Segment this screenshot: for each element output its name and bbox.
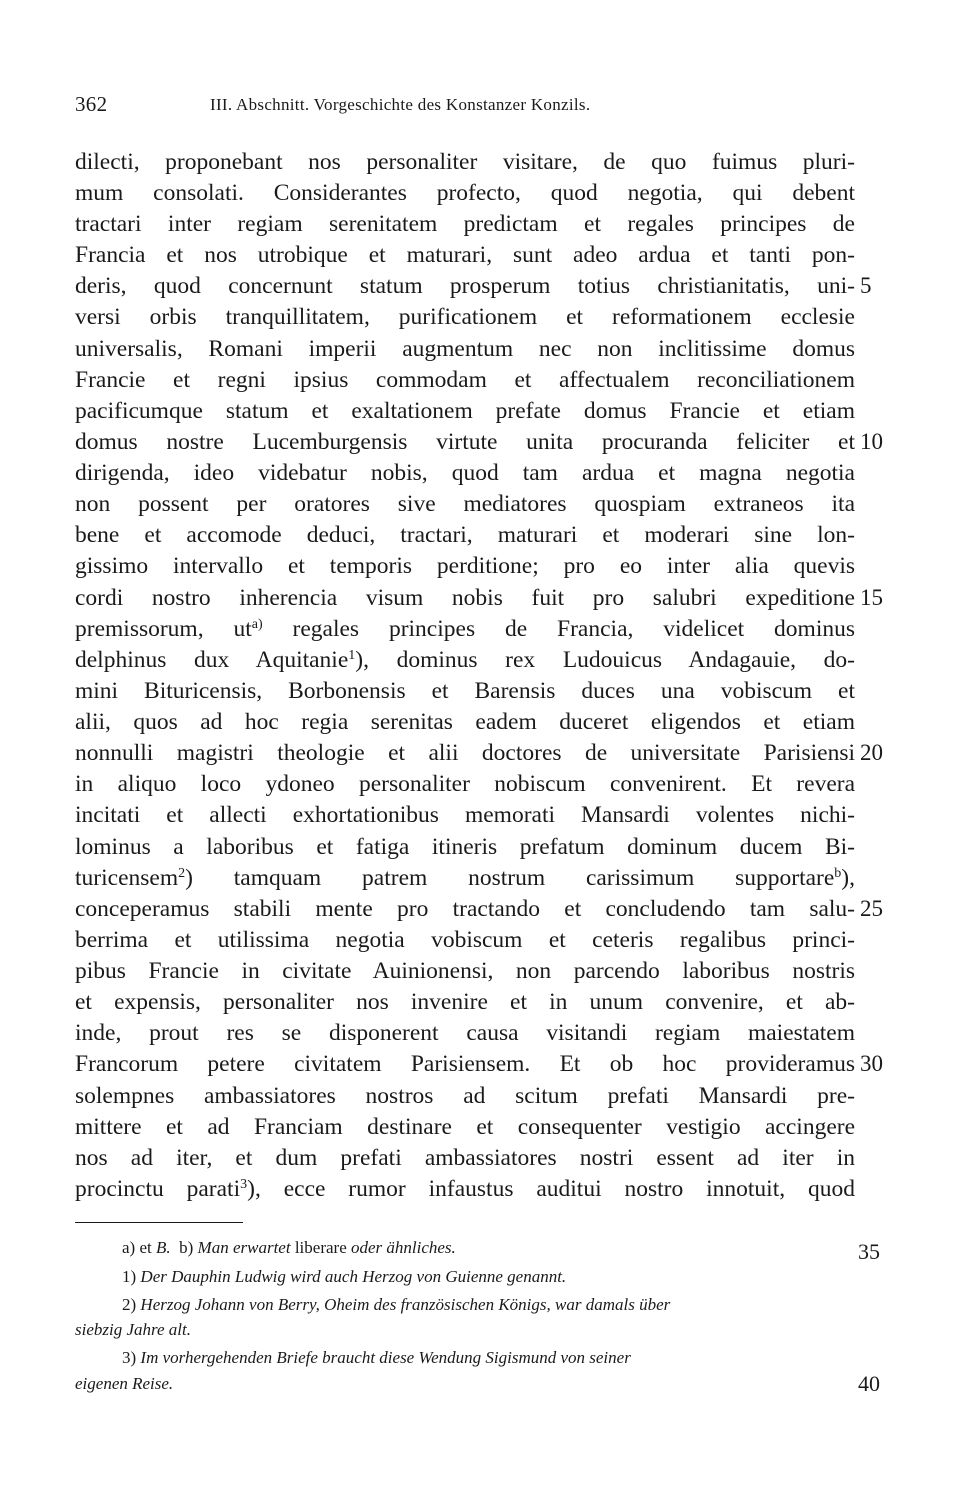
footnote-mark: 3 — [240, 1177, 248, 1192]
text-line: lominus a laboribus et fatiga itineris prefatum dominum ducem Bi- — [75, 834, 855, 860]
text-fragment: procinctu parati — [75, 1176, 241, 1202]
footnote-text: Herzog Johann von Berry, Oheim des französischen Königs, war damals über — [140, 1295, 671, 1314]
footnote-mark: 2 — [178, 866, 186, 881]
text-line: incitati et allecti exhortationibus memorati Mansardi volentes nichi- — [75, 802, 855, 828]
footnote-2 — [122, 1293, 670, 1317]
text-line: Francorum petere civitatem Parisiensem. Et ob hoc provideramus — [75, 1051, 855, 1077]
text-line: bene et accomode deduci, tractari, maturari et moderari sine lon- — [75, 522, 855, 548]
text-line: procinctu parati$^3$), ecce rumor infaustus auditui nostro innotuit, quod — [75, 1176, 855, 1202]
text-line: nos ad iter, et dum prefati ambassiatores nostri essent ad iter in — [75, 1145, 855, 1171]
text-fragment: turicensem — [75, 865, 179, 891]
variant-mark: a) — [251, 617, 263, 632]
text-line: versi orbis tranquillitatem, purificationem et reformationem ecclesie — [75, 304, 855, 330]
text-line: turicensem$^2$) tamquam patrem nostrum carissimum supportare$^b$), — [75, 865, 855, 891]
text-line — [75, 613, 855, 645]
variant-word: liberare — [294, 1238, 347, 1257]
line-number: 25 — [860, 896, 883, 921]
text-line: inde, prout res se disponerent causa visitandi regiam maiestatem — [75, 1020, 855, 1046]
running-title: III. Abschnitt. Vorgeschichte des Konstanzer Konzils. — [210, 95, 591, 114]
text-line: berrima et utilissima negotia vobiscum et ceteris regalibus princi- — [75, 927, 855, 953]
text-line: alii, quos ad hoc regia serenitas eadem duceret eligendos et etiam — [75, 709, 855, 735]
line-number: 20 — [860, 740, 883, 765]
variant-editorial: Man erwartet — [197, 1238, 291, 1257]
text-line: universalis, Romani imperii augmentum nec non inclitissime domus — [75, 336, 855, 362]
text-line: domus nostre Lucemburgensis virtute unita procuranda feliciter et — [75, 429, 855, 455]
variant-note-a: a) et — [122, 1238, 152, 1257]
text-line: dilecti, proponebant nos personaliter visitare, de quo fuimus pluri- — [75, 149, 855, 175]
footnote-mark: 2) — [122, 1295, 137, 1314]
text-line: deris, quod concernunt statum prosperum totius christianitatis, uni- — [75, 273, 855, 299]
text-fragment: , ecce rumor infaustus auditui nostro innotuit, quod — [254, 1176, 855, 1202]
text-line: pibus Francie in civitate Auinionensi, non parcendo laboribus nostris — [75, 958, 855, 984]
line-number: 15 — [860, 585, 883, 610]
line-number: 30 — [860, 1051, 883, 1076]
text-line: pacificumque statum et exaltationem prefate domus Francie et etiam — [75, 398, 855, 424]
text-line: mittere et ad Franciam destinare et consequenter vestigio accingere — [75, 1114, 855, 1140]
footnote-rule — [75, 1222, 243, 1223]
text-line: mini Bituricensis, Borbonensis et Barensis duces una vobiscum et — [75, 678, 855, 704]
text-fragment: delphinus dux Aquitanie — [75, 647, 349, 673]
variant-editorial: oder ähnliches. — [350, 1238, 456, 1257]
line-number: 10 — [860, 429, 883, 454]
text-line: delphinus dux Aquitanie$^1$), dominus rex Ludouicus Andagauie, do- — [75, 647, 855, 673]
page-number: 362 — [75, 92, 108, 116]
footnote-text: eigenen Reise. — [75, 1374, 174, 1393]
variant-source: B. — [155, 1238, 171, 1257]
line-number: 35 — [858, 1239, 880, 1264]
text-line: tractari inter regiam serenitatem predictam et regales principes de — [75, 211, 855, 237]
line-number: 40 — [858, 1371, 880, 1396]
footnote-3 — [122, 1346, 631, 1370]
footnote-mark: 1 — [348, 648, 356, 663]
footnote-mark: 1) — [122, 1267, 137, 1286]
text-line: cordi nostro inherencia visum nobis fuit pro salubri expeditione — [75, 585, 855, 611]
variant-mark: b — [834, 866, 842, 881]
footnote-3-cont — [75, 1372, 173, 1396]
line-number: 5 — [860, 273, 872, 298]
footnote-text: Der Dauphin Ludwig wird auch Herzog von Guienne genannt. — [140, 1267, 567, 1286]
footnote-text: Im vorhergehenden Briefe braucht diese Wendung Sigismund von seiner — [140, 1348, 631, 1367]
text-line: non possent per oratores sive mediatores quospiam extraneos ita — [75, 491, 855, 517]
running-header — [75, 92, 875, 120]
text-fragment: premissorum, ut — [75, 616, 252, 642]
footnote-2-cont — [75, 1318, 191, 1342]
text-line: solempnes ambassiatores nostros ad scitum prefati Mansardi pre- — [75, 1083, 855, 1109]
text-fragment: , dominus rex Ludouicus Andagauie, do- — [363, 647, 855, 673]
footnote-1 — [122, 1265, 566, 1289]
text-line: gissimo intervallo et temporis perditione; pro eo inter alia quevis — [75, 553, 855, 579]
footnote-text: siebzig Jahre alt. — [75, 1320, 191, 1339]
text-line: in aliquo loco ydoneo personaliter nobiscum convenirent. Et revera — [75, 771, 855, 797]
text-line: Francie et regni ipsius commodam et affectualem reconciliationem — [75, 367, 855, 393]
text-line: dirigenda, ideo videbatur nobis, quod tam ardua et magna negotia — [75, 460, 855, 486]
text-fragment: regales principes de Francia, videlicet dominus — [292, 616, 855, 642]
text-line: et expensis, personaliter nos invenire et in unum convenire, et ab- — [75, 989, 855, 1015]
text-fragment: tamquam patrem nostrum carissimum supportare — [233, 865, 835, 891]
variant-notes — [122, 1236, 456, 1260]
text-line: conceperamus stabili mente pro tractando et concludendo tam salu- — [75, 896, 855, 922]
text-fragment: ), — [841, 865, 855, 891]
text-line: nonnulli magistri theologie et alii doctores de universitate Parisiensi — [75, 740, 855, 766]
text-line: mum consolati. Considerantes profecto, quod negotia, qui debent — [75, 180, 855, 206]
footnote-mark: 3) — [122, 1348, 137, 1367]
variant-note-b: b) — [179, 1238, 194, 1257]
text-line: Francia et nos utrobique et maturari, sunt adeo ardua et tanti pon- — [75, 242, 855, 268]
